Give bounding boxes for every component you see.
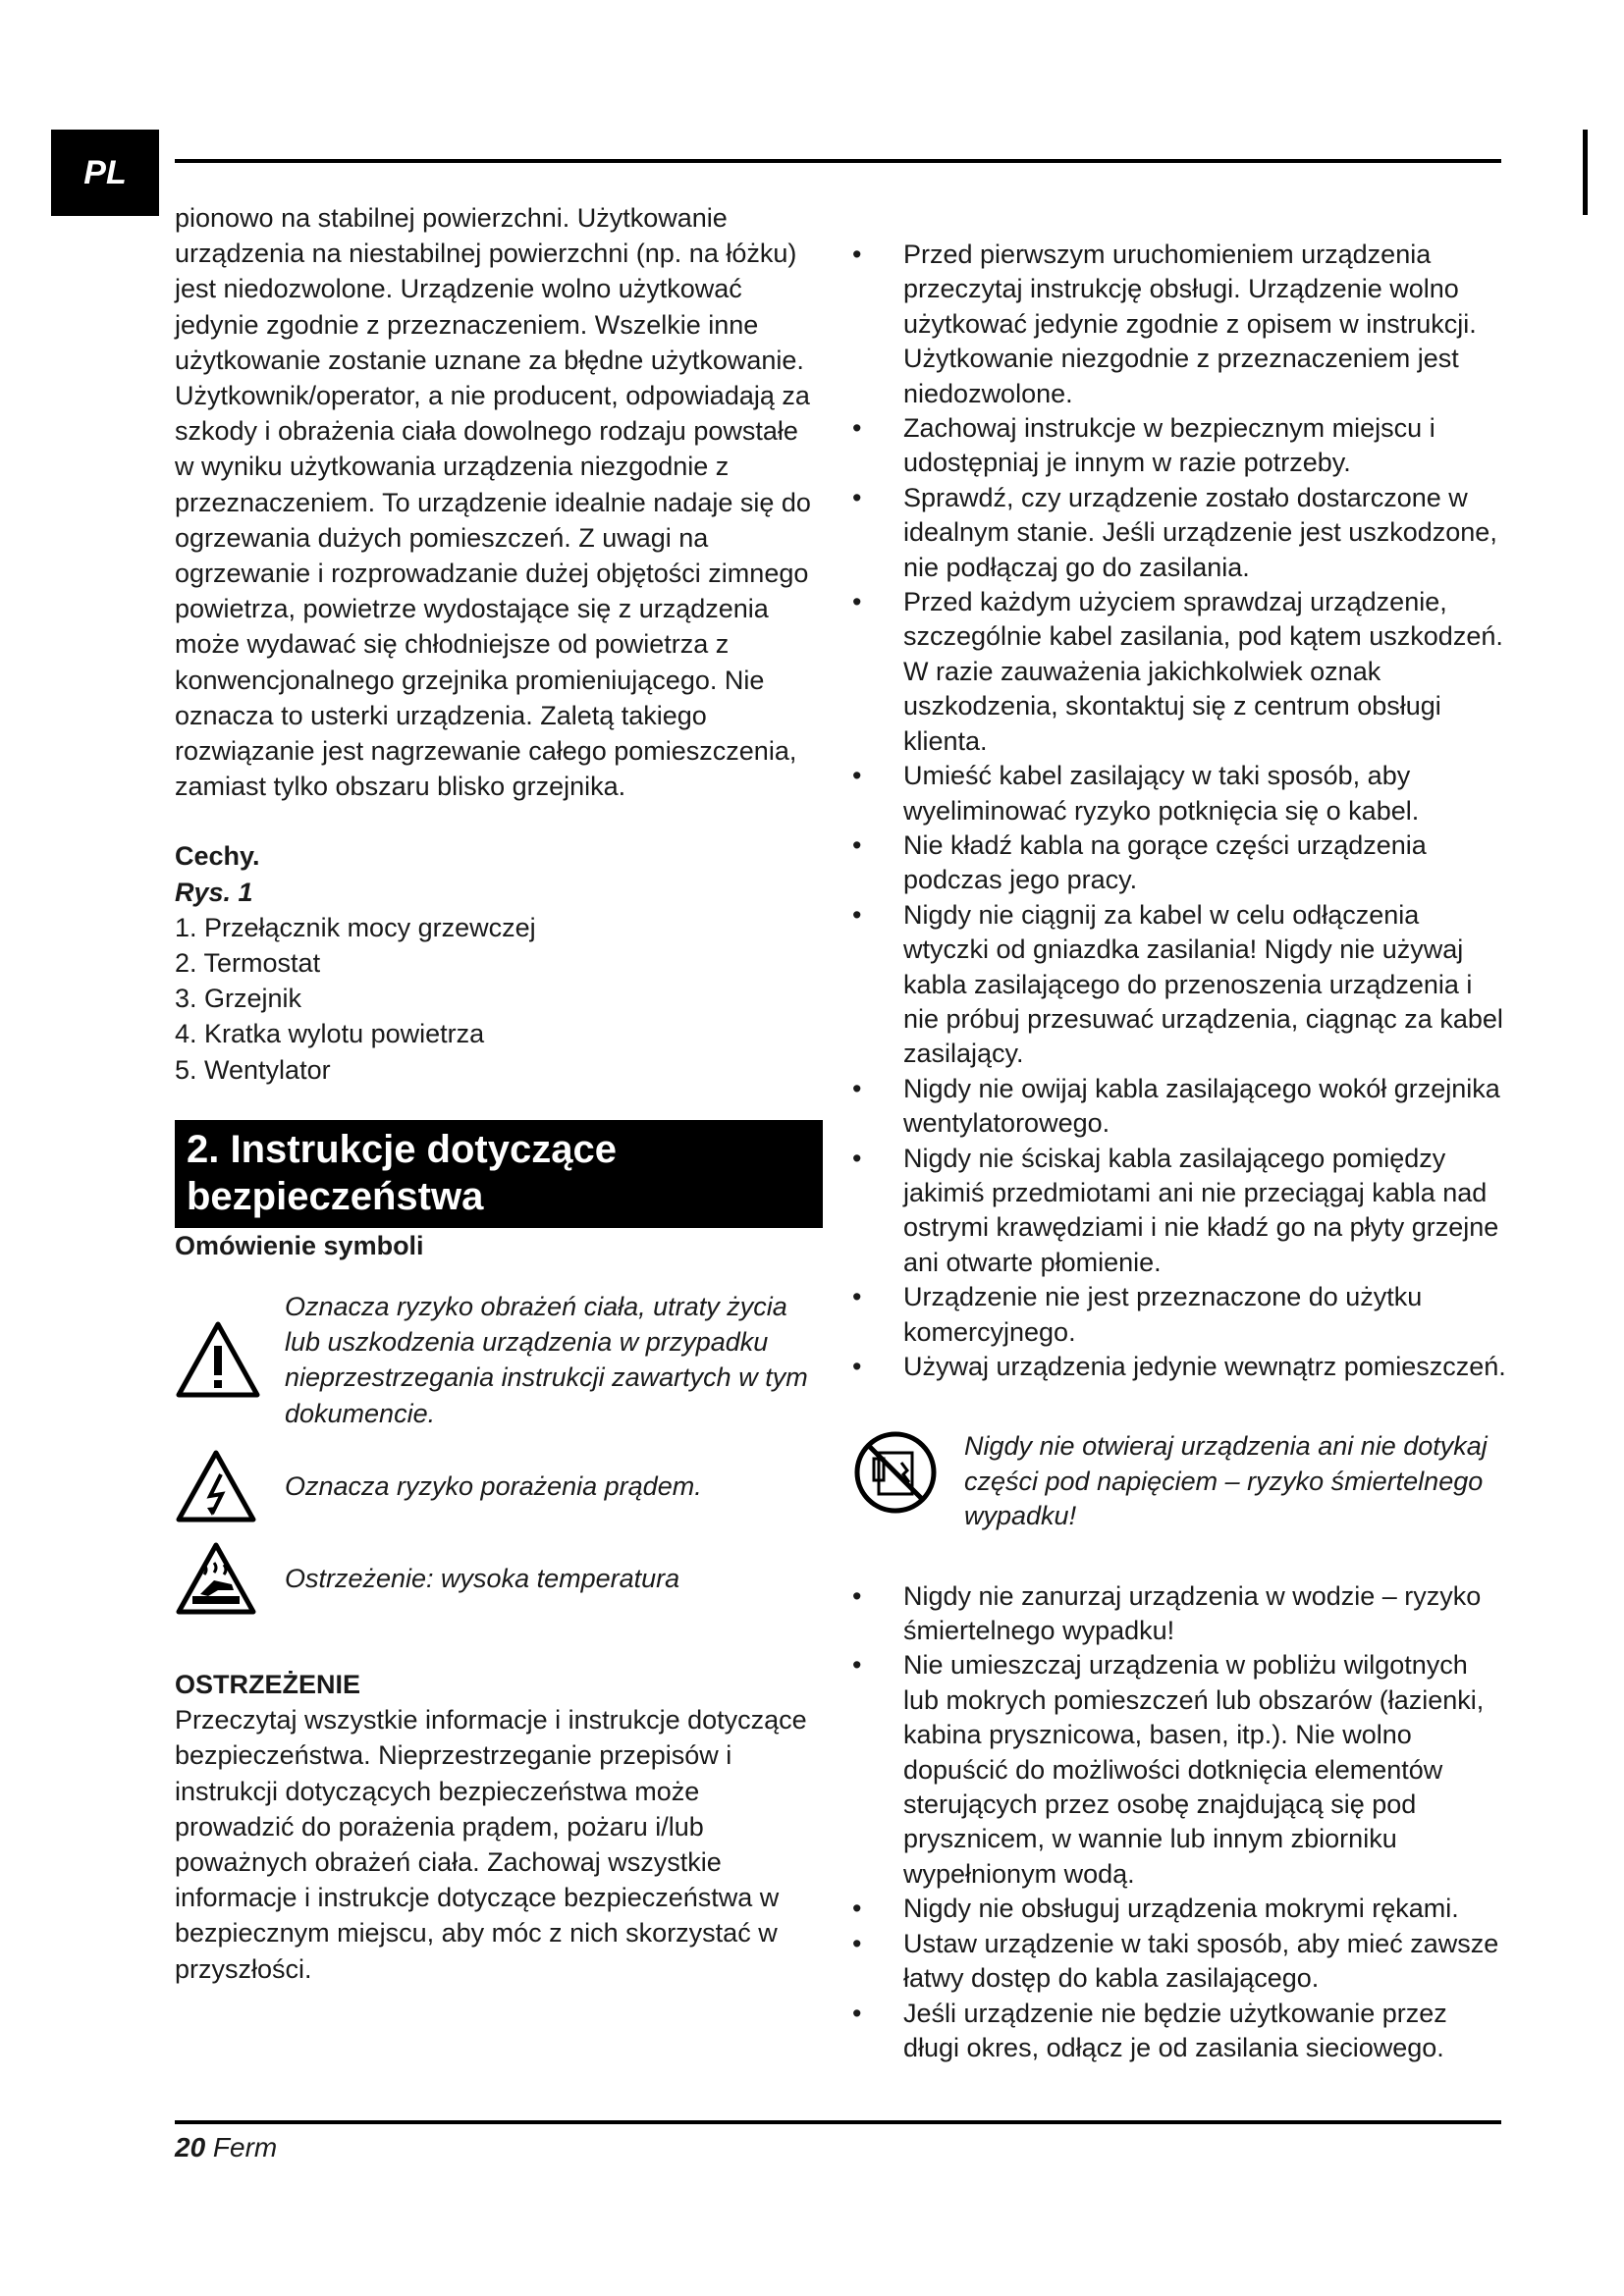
list-item: • Nie kładź kabla na gorące części urządzenia podczas jego pracy.: [852, 828, 1510, 898]
language-tab: PL: [51, 130, 159, 216]
list-item: 3. Grzejnik: [175, 984, 302, 1014]
warning-heading: OSTRZEŻENIE: [175, 1669, 361, 1699]
list-item: • Nigdy nie ściskaj kabla zasilającego pomiędzy jakimiś przedmiotami ani nie przeciągaj kabla nad ostrymi krawędziami i nie kładź go na płyty grzejne ani otwarte płomienie.: [852, 1142, 1510, 1281]
list-item: • Zachowaj instrukcje w bezpiecznym miejscu i udostępniaj je innym w razie potrzeby.: [852, 411, 1510, 481]
list-item: • Przed pierwszym uruchomieniem urządzenia przeczytaj instrukcję obsługi. Urządzenie wolno użytkować jedynie zgodnie z opisem w instrukcji. Użytkowanie niezgodnie z przeznaczeniem jest niedozwolone.: [852, 238, 1510, 411]
symbol-row: [175, 1449, 823, 1523]
list-item: • Sprawdź, czy urządzenie zostało dostarczone w idealnym stanie. Jeśli urządzenie jest uszkodzone, nie podłączaj go do zasilania.: [852, 481, 1510, 585]
figure-label: Rys. 1: [175, 877, 253, 907]
page-footer: [175, 2132, 277, 2163]
intro-paragraph: pionowo na stabilnej powierzchni. Użytkowanie urządzenia na niestabilnej powierzchni (np. na łóżku) jest niedozwolone. Urządzenie wolno użytkować jedynie zgodnie z przeznaczeniem. Wszelkie inne użytkowanie zostanie uznane za błędne użytkowanie. Użytkownik/operator, a nie producent, odpowiadają za szkody i obrażenia ciała dowolnego rodzaju powstałe w wyniku użytkowania urządzenia niezgodnie z przeznaczeniem. To urządzenie idealnie nadaje się do ogrzewania dużych pomieszczeń. Z uwagi na ogrzewanie i rozprowadzanie dużej objętości zimnego powietrza, powietrze wydostające się z urządzenia może wydawać się chłodniejsze od powietrza z konwencjonalnego grzejnika promieniującego. Nie oznacza to usterki urządzenia. Zaletą takiego rozwiązanie jest nagrzewanie całego pomieszczenia, zamiast tylko obszaru blisko grzejnika.: [175, 203, 811, 802]
list-item: • Nigdy nie obsługuj urządzenia mokrymi rękami.: [852, 1892, 1510, 1926]
section-title: 2. Instrukcje dotyczące bezpieczeństwa: [175, 1120, 823, 1228]
list-item: • Nie umieszczaj urządzenia w pobliżu wilgotnych lub mokrych pomieszczeń lub obszarów (łazienki, kabina prysznicowa, basen, itp.). Nie wolno dopuścić do możliwości dotknięcia elementów sterujących przez osobę znajdującą się pod prysznicem, w wannie lub innym zbiorniku wypełnionym wodą.: [852, 1648, 1510, 1892]
list-item: • Przed każdym użyciem sprawdzaj urządzenie, szczególnie kabel zasilania, pod kątem uszkodzeń. W razie zauważenia jakichkolwiek oznak uszkodzenia, skontaktuj się z centrum obsługi klienta.: [852, 585, 1510, 759]
right-column: [852, 238, 1510, 2065]
list-item: • Urządzenie nie jest przeznaczone do użytku komercyjnego.: [852, 1280, 1510, 1350]
list-item: 2. Termostat: [175, 948, 321, 979]
features-heading: Cechy.: [175, 841, 260, 872]
warning-triangle-icon: [175, 1320, 261, 1399]
bottom-rule: [175, 2120, 1501, 2124]
safety-list-continued: [852, 1579, 1510, 2066]
do-not-open-icon: [852, 1429, 939, 1516]
list-item: 5. Wentylator: [175, 1054, 331, 1085]
list-item: • Nigdy nie owijaj kabla zasilającego wokół grzejnika wentylatorowego.: [852, 1072, 1510, 1142]
features-list: [175, 910, 823, 1088]
left-column: [175, 200, 823, 1987]
top-rule: [175, 159, 1501, 163]
page-number: 20: [175, 2132, 206, 2163]
danger-notice-text: Nigdy nie otwieraj urządzenia ani nie dotykaj części pod napięciem – ryzyko śmiertelnego wypadku!: [964, 1431, 1488, 1531]
list-item: • Umieść kabel zasilający w taki sposób, aby wyeliminować ryzyko potknięcia się o kabel.: [852, 759, 1510, 828]
symbols-heading: Omówienie symboli: [175, 1230, 424, 1260]
hot-surface-icon: [175, 1541, 257, 1616]
symbol-description: Oznacza ryzyko obrażeń ciała, utraty życia lub uszkodzenia urządzenia w przypadku nieprzestrzegania instrukcji zawartych w tym dokumencie.: [285, 1292, 808, 1428]
symbol-description: Ostrzeżenie: wysoka temperatura: [285, 1563, 680, 1593]
safety-list: [852, 238, 1510, 1384]
symbol-description: Oznacza ryzyko porażenia prądem.: [285, 1470, 702, 1501]
danger-notice: [852, 1429, 1510, 1533]
margin-marker: [1583, 130, 1588, 215]
list-item: • Nigdy nie zanurzaj urządzenia w wodzie – ryzyko śmiertelnego wypadku!: [852, 1579, 1510, 1649]
list-item: • Używaj urządzenia jedynie wewnątrz pomieszczeń.: [852, 1350, 1510, 1384]
list-item: 4. Kratka wylotu powietrza: [175, 1019, 485, 1049]
brand-name: Ferm: [205, 2132, 278, 2163]
list-item: • Ustaw urządzenie w taki sposób, aby mieć zawsze łatwy dostęp do kabla zasilającego.: [852, 1927, 1510, 1997]
symbol-row: [175, 1289, 823, 1431]
list-item: • Jeśli urządzenie nie będzie użytkowanie przez długi okres, odłącz je od zasilania sieciowego.: [852, 1997, 1510, 2066]
list-item: 1. Przełącznik mocy grzewczej: [175, 912, 536, 942]
warning-paragraph: Przeczytaj wszystkie informacje i instrukcje dotyczące bezpieczeństwa. Nieprzestrzeganie przepisów i instrukcji dotyczących bezpieczeństwa może prowadzić do porażenia prądem, pożaru i/lub poważnych obrażeń ciała. Zachowaj wszystkie informacje i instrukcje dotyczące bezpieczeństwa w bezpiecznym miejscu, aby móc z nich skorzystać w przyszłości.: [175, 1705, 807, 1984]
symbol-row: [175, 1541, 823, 1616]
list-item: • Nigdy nie ciągnij za kabel w celu odłączenia wtyczki od gniazdka zasilania! Nigdy nie używaj kabla zasilającego do przenoszenia urządzenia i nie próbuj przesuwać urządzenia, ciągnąc za kabel zasilający.: [852, 898, 1510, 1072]
electric-shock-icon: [175, 1449, 257, 1523]
